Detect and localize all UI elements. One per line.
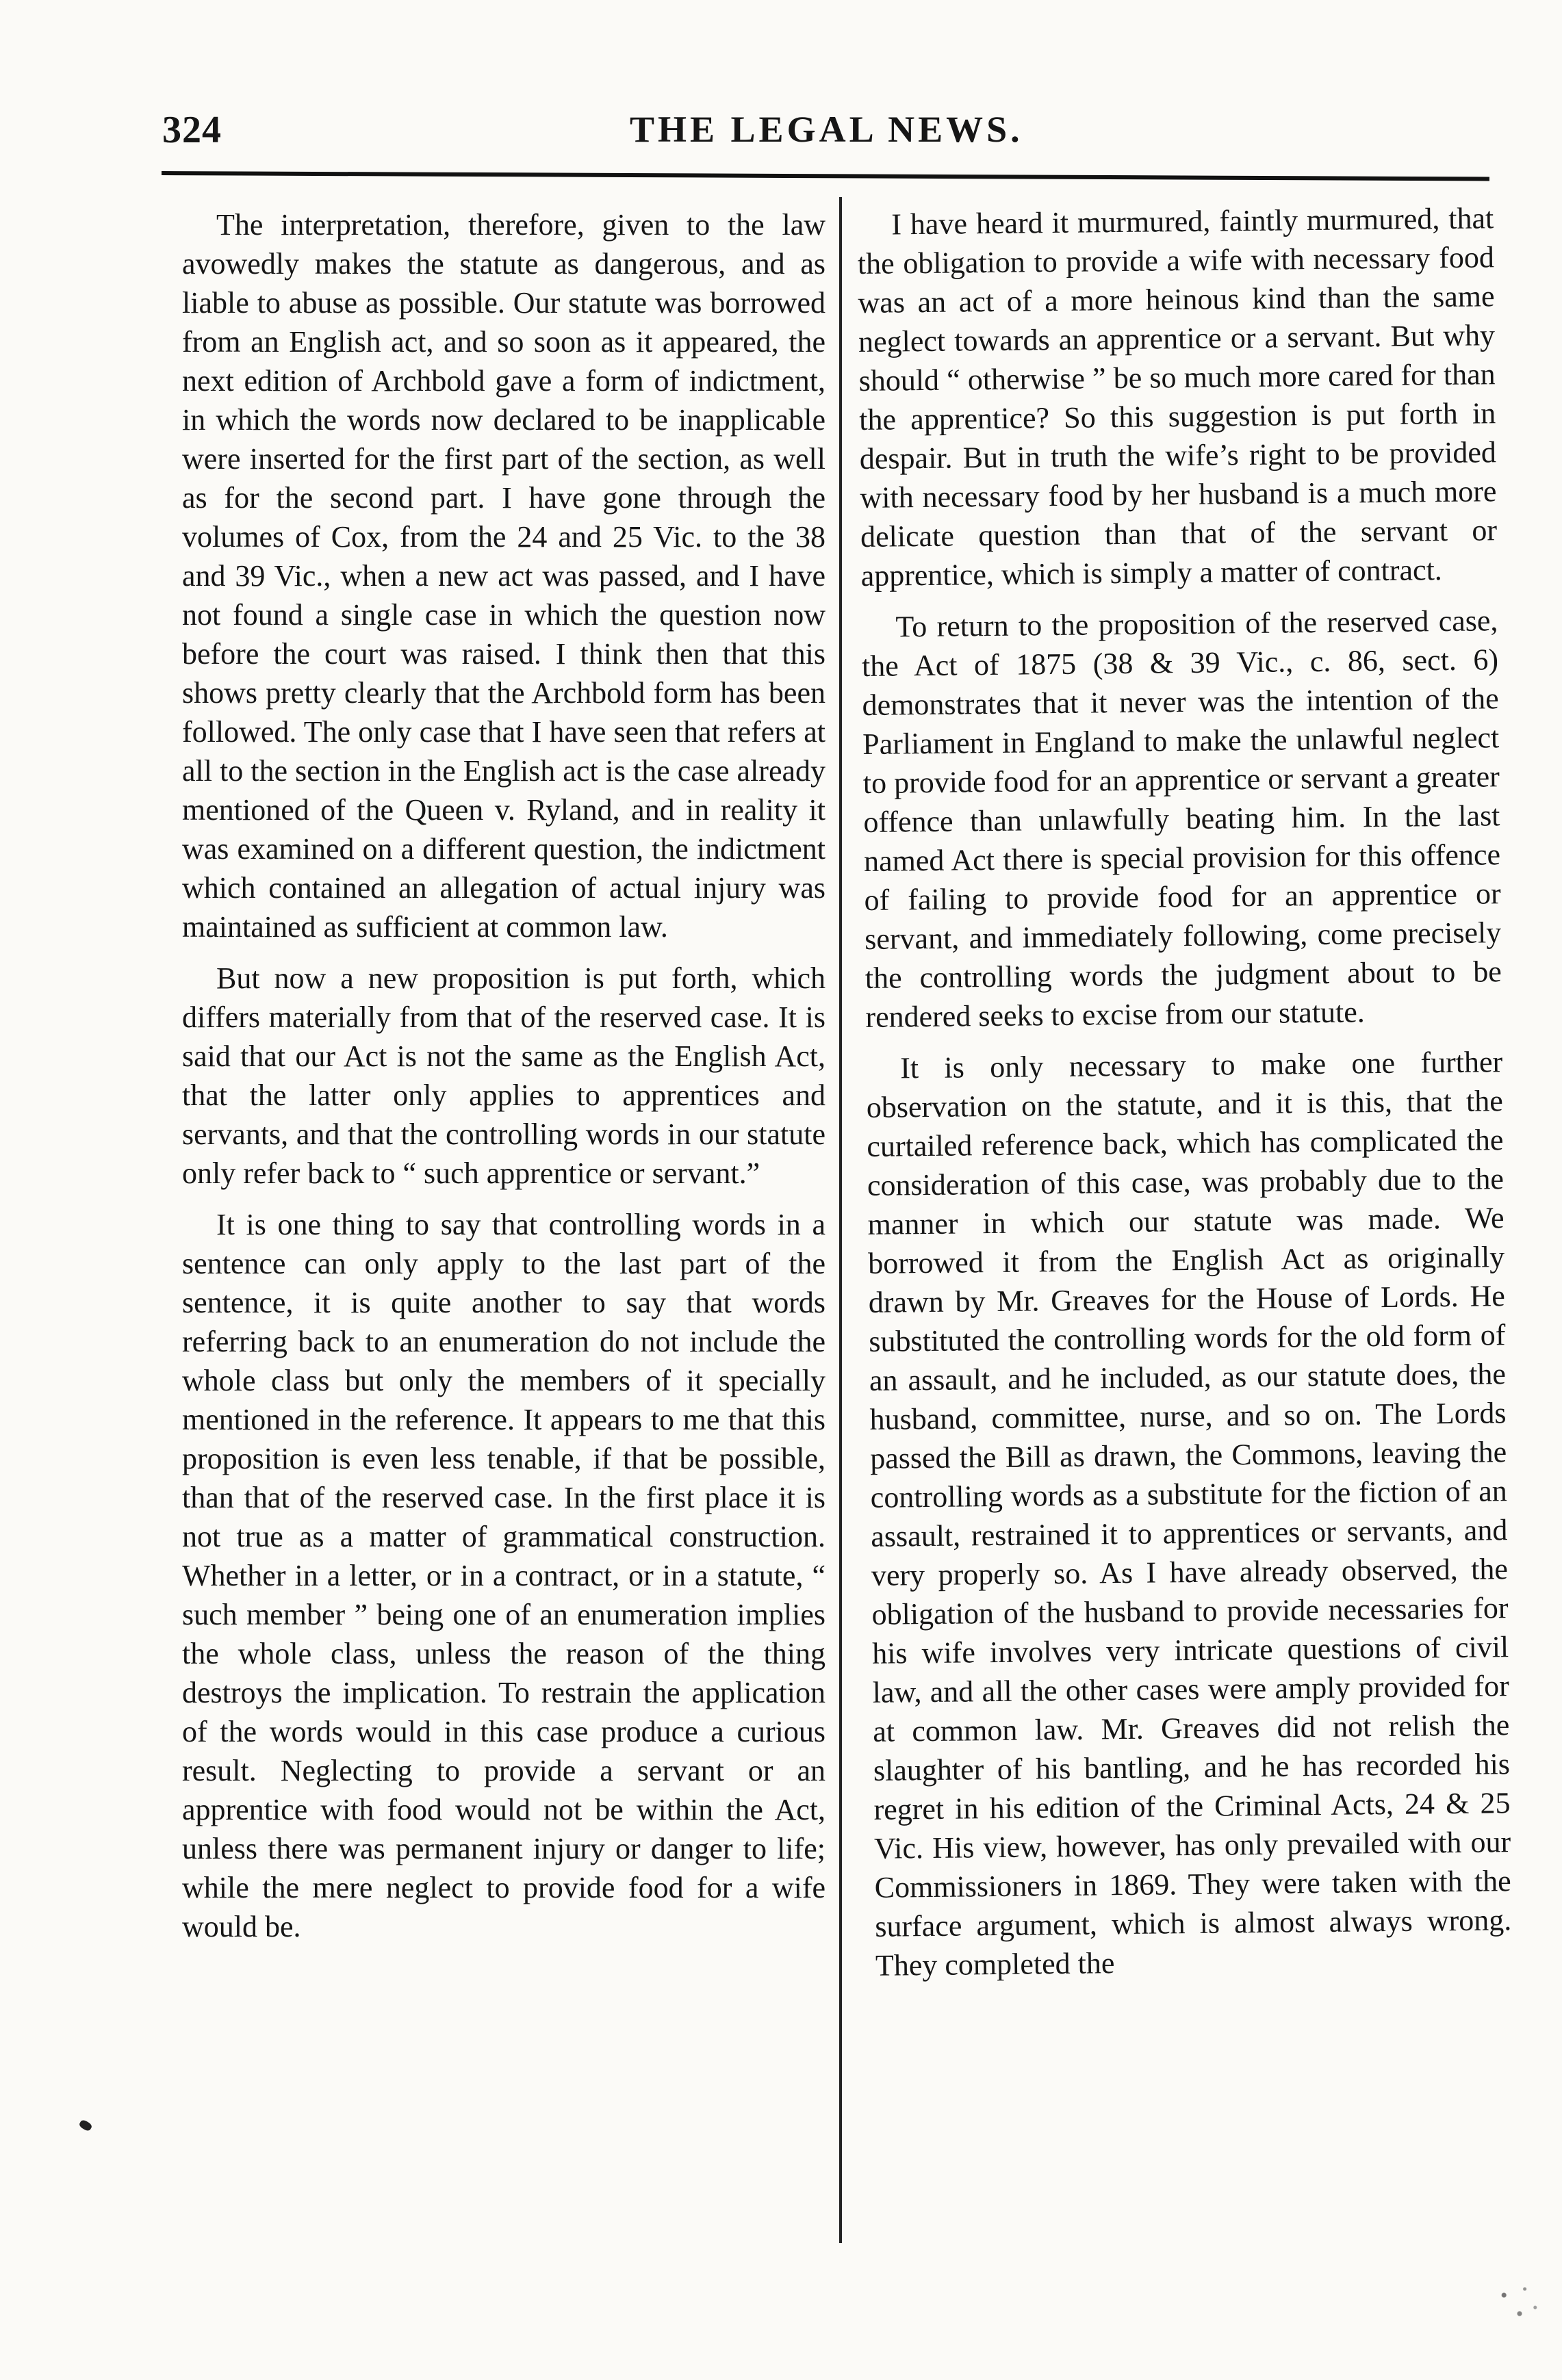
column-divider — [839, 197, 842, 2243]
left-paragraph-1: The interpretation, therefore, given to the law avowedly makes the statute as dangerous, and as liable to abuse as possible. Our statute was borrowed from an English act, and so soon as it appeared, the next edition of Archbold gave a form of indictment, in which the words now declared to be inapplicable were inserted for the first part of the section, as well as for the second part. I have gone through the volumes of Cox, from the 24 and 25 Vic. to the 38 and 39 Vic., when a new act was passed, and I have not found a single case in which the question now before the court was raised. I think then that this shows pretty clearly that the Archbold form has been followed. The only case that I have seen that refers at all to the section in the English act is the case already mentioned of the Queen v. Ryland, and in reality it was examined on a different question, the indictment which contained an allegation of actual injury was maintained as sufficient at common law. — [182, 208, 825, 944]
scan-mark — [78, 2119, 93, 2132]
right-paragraph-3: It is only necessary to make one further observation on the statute, and it is this, that the curtailed reference back, which has complicated the consideration of this case, was probably due to the manner in which our statute was made. We borrowed it from the English Act as originally drawn by Mr. Greaves for the House of Lords. He substituted the controlling words for the old form of an assault, and he included, as our statute does, the husband, committee, nurse, and so on. The Lords passed the Bill as drawn, the Commons, leaving the controlling words as a substitute for the fiction of an assault, restrained it to apprentices or servants, and very properly so. As I have already observed, the obligation of the husband to provide necessaries for his wife involves very intricate questions of civil law, and all the other cases were amply provided for at common law. Mr. Greaves did not relish the slaughter of his bantling, and he has recorded his regret in his edition of the Criminal Acts, 24 & 25 Vic. His view, however, has only prevailed with our Commissioners in 1869. They were taken with the surface argument, which is almost always wrong. They completed the — [866, 1045, 1512, 1982]
left-paragraph-3: It is one thing to say that controlling words in a sentence can only apply to the last part of the sentence, it is quite another to say that words referring back to an enumeration do not include the whole class but only the members of it specially mentioned in the reference. It appears to me that this proposition is even less tenable, if that be possible, than that of the reserved case. In the first place it is not true as a matter of grammatical construction. Whether in a letter, or in a contract, or in a statute, “ such member ” being one of an enumeration implies the whole class, unless the reason of the thing destroys the implication. To restrain the application of the words would in this case produce a curious result. Neglecting to provide a servant or an apprentice with food would not be within the Act, unless there was permanent injury or danger to life; while the mere neglect to provide food for a wife would be. — [182, 1208, 825, 1943]
left-column — [182, 205, 825, 1958]
corner-speck — [1494, 2271, 1546, 2332]
right-paragraph-2: To return to the proposition of the reserved case, the Act of 1875 (38 & 39 Vic., c. 86, sect. 6) demonstrates that it never was the intention of the Parliament in England to make the unlawful neglect to provide food for an apprentice or servant a greater offence than unlawfully beating him. In the last named Act there is special provision for this offence of failing to provide food for an apprentice or servant, and immediately following, come precisely the controlling words the judgment about to be rendered seeks to excise from our statute. — [861, 604, 1502, 1034]
header-rule — [162, 171, 1489, 181]
right-column — [857, 198, 1512, 1997]
left-paragraph-2: But now a new proposition is put forth, which differs materially from that of the reserved case. It is said that our Act is not the same as the English Act, that the latter only applies to apprentices and servants, and that the controlling words in our statute only refer back to “ such apprentice or servant.” — [182, 961, 825, 1190]
running-head: THE LEGAL NEWS. — [630, 109, 1023, 150]
page-number: 324 — [162, 109, 222, 151]
right-paragraph-1: I have heard it murmured, faintly murmured, that the obligation to provide a wife with necessary food was an act of a more heinous kind than the same neglect towards an apprentice or a servant. But why should “ otherwise ” be so much more cared for than the apprentice? So this suggestion is put forth in despair. But in truth the wife’s right to be provided with necessary food by her husband is a much more delicate question than that of the servant or apprentice, which is simply a matter of contract. — [857, 201, 1498, 593]
